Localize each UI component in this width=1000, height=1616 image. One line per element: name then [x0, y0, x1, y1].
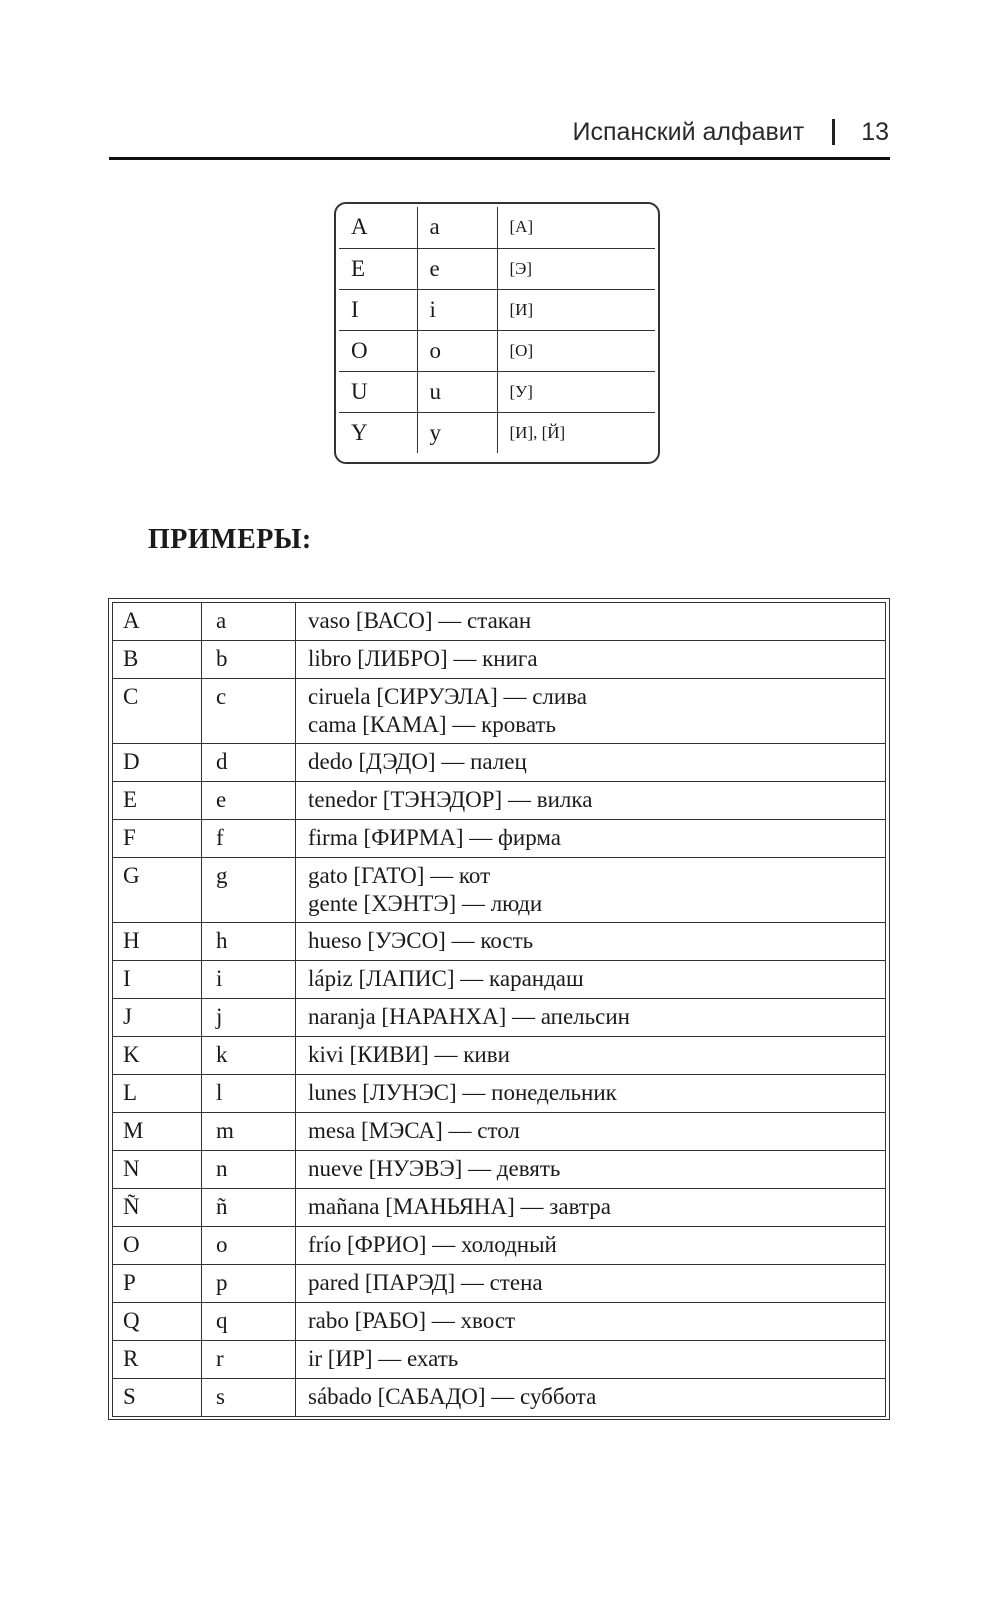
vowel-lower: u [417, 371, 497, 412]
example-words [296, 1379, 886, 1417]
letter-upper: O [113, 1227, 202, 1265]
vowel-upper: U [339, 371, 417, 412]
letter-upper: A [113, 603, 202, 641]
letter-upper: Q [113, 1303, 202, 1341]
example-row [113, 641, 886, 679]
example-line: libro [ЛИБРО] — книга [308, 646, 538, 671]
letter-lower: h [202, 923, 296, 961]
vowel-row [339, 289, 655, 330]
letter-lower: f [202, 820, 296, 858]
example-row [113, 1265, 886, 1303]
vowel-sound: [И] [497, 289, 655, 330]
letter-lower: m [202, 1113, 296, 1151]
vowel-row [339, 248, 655, 289]
vowel-row [339, 207, 655, 248]
vowel-lower: i [417, 289, 497, 330]
vowel-lower: a [417, 207, 497, 248]
letter-lower: l [202, 1075, 296, 1113]
example-words [296, 782, 886, 820]
letter-lower: n [202, 1151, 296, 1189]
letter-lower: ñ [202, 1189, 296, 1227]
example-words [296, 1075, 886, 1113]
letter-upper: L [113, 1075, 202, 1113]
example-row [113, 961, 886, 999]
vowel-lower: e [417, 248, 497, 289]
letter-lower: k [202, 1037, 296, 1075]
example-row [113, 744, 886, 782]
example-row [113, 603, 886, 641]
letter-upper: N [113, 1151, 202, 1189]
example-row [113, 858, 886, 923]
letter-lower: c [202, 679, 296, 744]
example-line: dedo [ДЭДО] — палец [308, 749, 527, 774]
example-row [113, 1075, 886, 1113]
vowel-sound: [И], [Й] [497, 412, 655, 453]
example-row [113, 782, 886, 820]
vowel-sound: [А] [497, 207, 655, 248]
example-line: sábado [САБАДО] — суббота [308, 1384, 597, 1409]
example-words [296, 1151, 886, 1189]
example-line: tenedor [ТЭНЭДОР] — вилка [308, 787, 593, 812]
example-words [296, 641, 886, 679]
letter-lower: b [202, 641, 296, 679]
examples-heading: ПРИМЕРЫ: [148, 524, 312, 555]
letter-lower: q [202, 1303, 296, 1341]
example-words [296, 1037, 886, 1075]
example-words [296, 1189, 886, 1227]
example-line: mesa [МЭСА] — стол [308, 1118, 520, 1143]
example-words [296, 1303, 886, 1341]
example-line: gato [ГАТО] — кот [308, 863, 491, 888]
letter-lower: p [202, 1265, 296, 1303]
vowel-lower: o [417, 330, 497, 371]
letter-upper: J [113, 999, 202, 1037]
example-words [296, 820, 886, 858]
example-line: pared [ПАРЭД] — стена [308, 1270, 543, 1295]
letter-lower: j [202, 999, 296, 1037]
example-line: mañana [МАНЬЯНА] — завтра [308, 1194, 611, 1219]
letter-upper: M [113, 1113, 202, 1151]
example-line: firma [ФИРМА] — фирма [308, 825, 561, 850]
vowel-upper: O [339, 330, 417, 371]
example-line: lápiz [ЛАПИС] — карандаш [308, 966, 584, 991]
vowel-table [339, 207, 655, 453]
letter-lower: o [202, 1227, 296, 1265]
vowel-table-frame [334, 202, 660, 464]
letter-upper: S [113, 1379, 202, 1417]
example-line: ciruela [СИРУЭЛА] — слива [308, 684, 587, 709]
example-row [113, 923, 886, 961]
vowel-sound: [Э] [497, 248, 655, 289]
vowel-upper: A [339, 207, 417, 248]
letter-lower: a [202, 603, 296, 641]
letter-lower: e [202, 782, 296, 820]
letter-upper: I [113, 961, 202, 999]
example-line: naranja [НАРАНХА] — апельсин [308, 1004, 630, 1029]
letter-upper: C [113, 679, 202, 744]
example-words [296, 1341, 886, 1379]
letter-upper: B [113, 641, 202, 679]
example-line: frío [ФРИО] — холодный [308, 1232, 557, 1257]
example-row [113, 1303, 886, 1341]
example-row [113, 1227, 886, 1265]
letter-upper: F [113, 820, 202, 858]
vowel-sound: [У] [497, 371, 655, 412]
letter-upper: K [113, 1037, 202, 1075]
letter-upper: Ñ [113, 1189, 202, 1227]
example-words [296, 679, 886, 744]
example-words [296, 961, 886, 999]
letter-upper: E [113, 782, 202, 820]
example-row [113, 1379, 886, 1417]
example-line: rabo [РАБО] — хвост [308, 1308, 516, 1333]
vowel-upper: E [339, 248, 417, 289]
header-separator [832, 119, 835, 145]
example-words [296, 999, 886, 1037]
letter-upper: P [113, 1265, 202, 1303]
example-words [296, 1265, 886, 1303]
vowel-row [339, 371, 655, 412]
vowel-upper: I [339, 289, 417, 330]
header-rule [109, 157, 890, 160]
example-words [296, 858, 886, 923]
example-row [113, 1189, 886, 1227]
example-line: hueso [УЭСО] — кость [308, 928, 534, 953]
letter-upper: R [113, 1341, 202, 1379]
letter-lower: i [202, 961, 296, 999]
example-line: lunes [ЛУНЭС] — понедельник [308, 1080, 617, 1105]
example-words [296, 603, 886, 641]
example-row [113, 679, 886, 744]
example-line: vaso [ВАСО] — стакан [308, 608, 532, 633]
example-line: gente [ХЭНТЭ] — люди [308, 891, 543, 916]
example-words [296, 923, 886, 961]
examples-table [112, 602, 886, 1417]
example-row [113, 999, 886, 1037]
example-words [296, 744, 886, 782]
vowel-row [339, 412, 655, 453]
vowel-sound: [О] [497, 330, 655, 371]
examples-table-frame [108, 598, 890, 1420]
letter-lower: r [202, 1341, 296, 1379]
example-row [113, 1037, 886, 1075]
page-header [0, 112, 889, 152]
letter-lower: g [202, 858, 296, 923]
example-words [296, 1227, 886, 1265]
example-row [113, 1341, 886, 1379]
example-row [113, 1151, 886, 1189]
example-line: kivi [КИВИ] — киви [308, 1042, 510, 1067]
vowel-row [339, 330, 655, 371]
example-row [113, 1113, 886, 1151]
letter-upper: G [113, 858, 202, 923]
letter-lower: s [202, 1379, 296, 1417]
example-line: cama [КАМА] — кровать [308, 712, 556, 737]
running-title: Испанский алфавит [572, 117, 805, 146]
vowel-upper: Y [339, 412, 417, 453]
page-number: 13 [861, 117, 889, 146]
example-row [113, 820, 886, 858]
vowel-lower: y [417, 412, 497, 453]
letter-upper: H [113, 923, 202, 961]
letter-upper: D [113, 744, 202, 782]
example-line: nueve [НУЭВЭ] — девять [308, 1156, 561, 1181]
letter-lower: d [202, 744, 296, 782]
example-line: ir [ИР] — ехать [308, 1346, 459, 1371]
example-words [296, 1113, 886, 1151]
